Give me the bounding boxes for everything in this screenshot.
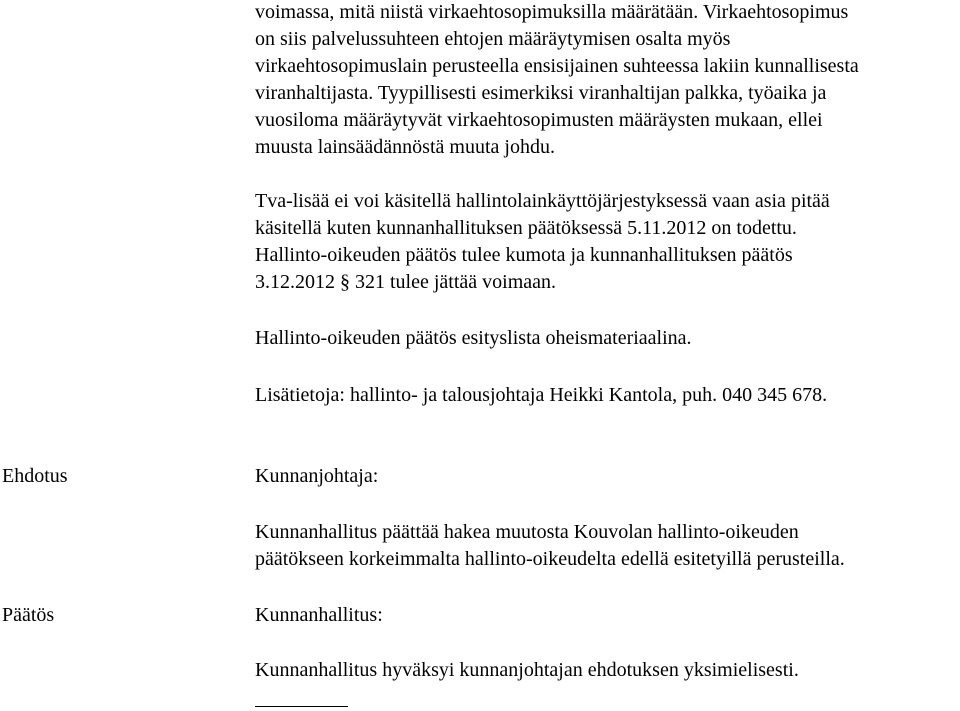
text-line: viranhaltijasta. Tyypillisesti esimerkiksi viranhaltijan palkka, työaika ja (255, 82, 827, 104)
decision-label: Päätös (2, 604, 55, 626)
text-line: voimassa, mitä niistä virkaehtosopimuksilla määrätään. Virkaehtosopimus (255, 1, 849, 23)
proposal-text-line: Kunnanhallitus päättää hakea muutosta Kouvolan hallinto-oikeuden (255, 521, 799, 543)
text-line: 3.12.2012 § 321 tulee jättää voimaan. (255, 271, 557, 293)
text-line: vuosiloma määräytyvät virkaehtosopimusten määräysten mukaan, ellei (255, 109, 823, 131)
contact-info: Lisätietoja: hallinto- ja talousjohtaja Heikki Kantola, puh. 040 345 678. (255, 384, 828, 406)
proposal-text-line: päätökseen korkeimmalta hallinto-oikeudelta edellä esitetyillä perusteilla. (255, 548, 845, 570)
text-line: käsitellä kuten kunnanhallituksen päätöksessä 5.11.2012 on todettu. (255, 217, 797, 239)
text-line: Hallinto-oikeuden päätös tulee kumota ja kunnanhallituksen päätös (255, 244, 793, 266)
text-line: virkaehtosopimuslain perusteella ensisijainen suhteessa lakiin kunnallisesta (255, 55, 859, 77)
attachment-note: Hallinto-oikeuden päätös esityslista oheismateriaalina. (255, 327, 692, 349)
decider-label: Kunnanhallitus: (255, 604, 383, 626)
proposal-label: Ehdotus (2, 465, 68, 487)
proposer-label: Kunnanjohtaja: (255, 465, 379, 487)
decision-text: Kunnanhallitus hyväksyi kunnanjohtajan ehdotuksen yksimielisesti. (255, 659, 799, 681)
text-line: Tva-lisää ei voi käsitellä hallintolainkäyttöjärjestyksessä vaan asia pitää (255, 190, 830, 212)
text-line: muusta lainsäädännöstä muuta johdu. (255, 136, 555, 158)
signature-rule (255, 706, 348, 707)
text-line: on siis palvelussuhteen ehtojen määräytymisen osalta myös (255, 28, 731, 50)
